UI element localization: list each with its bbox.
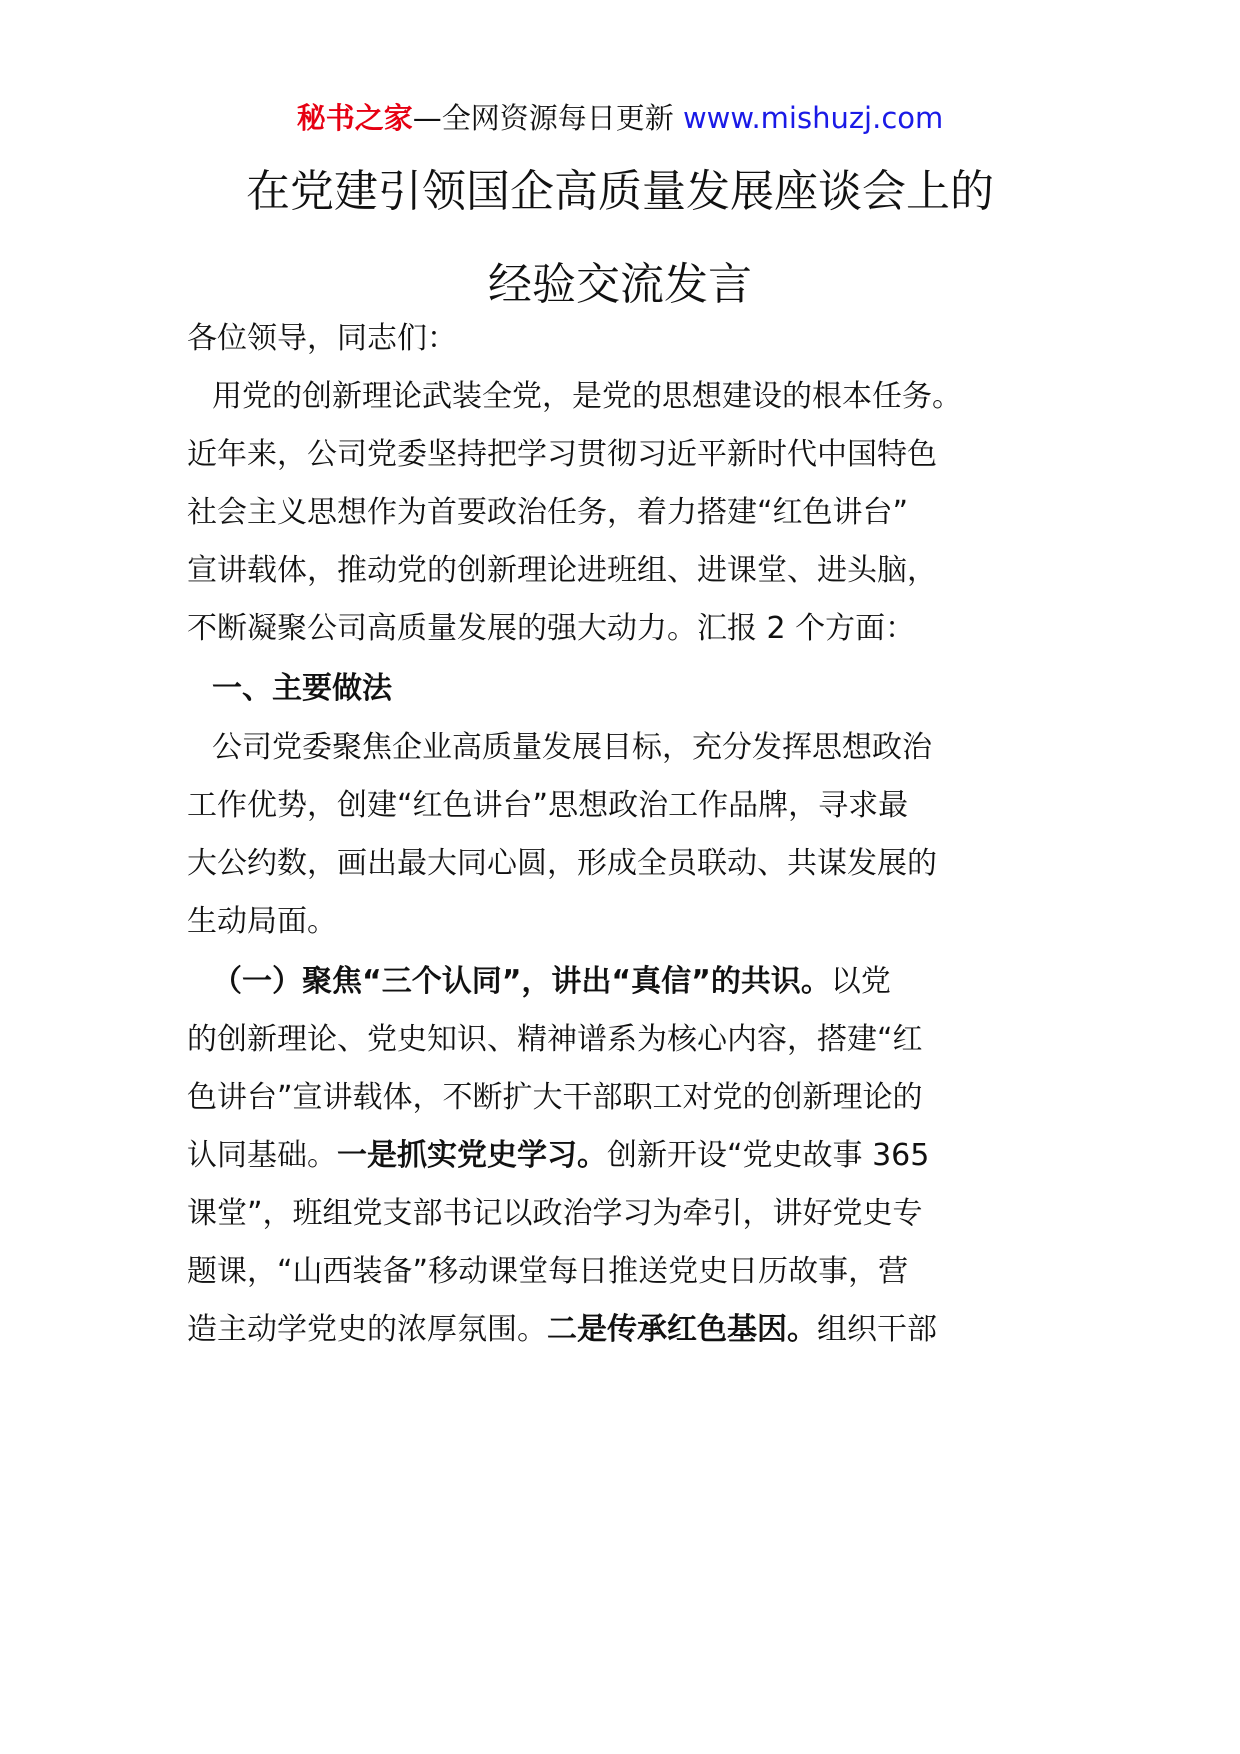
paragraph-text: 创新开设“党史故事 365 — [607, 1138, 930, 1173]
paragraph-line: 生动局面。 — [187, 904, 337, 939]
paragraph-text: 组织干部 — [817, 1312, 937, 1347]
paragraph-line: 的创新理论、党史知识、精神谱系为核心内容，搭建“红 — [187, 1022, 923, 1057]
emphasis-text: 二是传承红色基因。 — [547, 1312, 817, 1347]
paragraph-line: 近年来，公司党委坚持把学习贯彻习近平新时代中国特色 — [187, 437, 937, 472]
paragraph-line: 色讲台”宣讲载体，不断扩大干部职工对党的创新理论的 — [187, 1080, 923, 1115]
paragraph-line: 宣讲载体，推动党的创新理论进班组、进课堂、进头脑， — [187, 553, 937, 588]
paragraph-line: 社会主义思想作为首要政治任务，着力搭建“红色讲台” — [187, 495, 909, 530]
paragraph-line: 课堂”，班组党支部书记以政治学习为牵引，讲好党史专 — [187, 1196, 923, 1231]
site-header — [0, 98, 1240, 138]
section-heading: 一、主要做法 — [212, 671, 392, 706]
paragraph-line: 大公约数，画出最大同心圆，形成全员联动、共谋发展的 — [187, 846, 937, 881]
paragraph-line: 用党的创新理论武装全党，是党的思想建设的根本任务。 — [212, 379, 962, 414]
paragraph-text: 造主动学党史的浓厚氛围。 — [187, 1312, 547, 1347]
emphasis-text: 一是抓实党史学习。 — [337, 1138, 607, 1173]
document-title-line-1: 在党建引领国企高质量发展座谈会上的 — [246, 166, 994, 217]
document-title-line-2: 经验交流发言 — [488, 259, 752, 310]
paragraph-line: 公司党委聚焦企业高质量发展目标，充分发挥思想政治 — [212, 730, 932, 765]
salutation: 各位领导，同志们： — [187, 321, 457, 356]
paragraph-line — [187, 1135, 1057, 1177]
paragraph-text: 认同基础。 — [187, 1138, 337, 1173]
paragraph-text: 以党 — [830, 964, 891, 999]
site-url-link[interactable]: www.mishuzj.com — [682, 101, 944, 135]
paragraph-line: 工作优势，创建“红色讲台”思想政治工作品牌，寻求最 — [187, 788, 909, 823]
brand-name: 秘书之家 — [296, 101, 413, 135]
paragraph-line: 题课，“山西装备”移动课堂每日推送党史日历故事，营 — [187, 1254, 909, 1289]
paragraph-line: 不断凝聚公司高质量发展的强大动力。汇报 2 个方面： — [187, 611, 916, 646]
paragraph-line — [187, 1309, 1057, 1351]
subsection-heading: （一）聚焦“三个认同”，讲出“真信”的共识。 — [212, 964, 831, 999]
header-slogan: —全网资源每日更新 — [412, 101, 683, 135]
paragraph-line — [212, 961, 1082, 1003]
